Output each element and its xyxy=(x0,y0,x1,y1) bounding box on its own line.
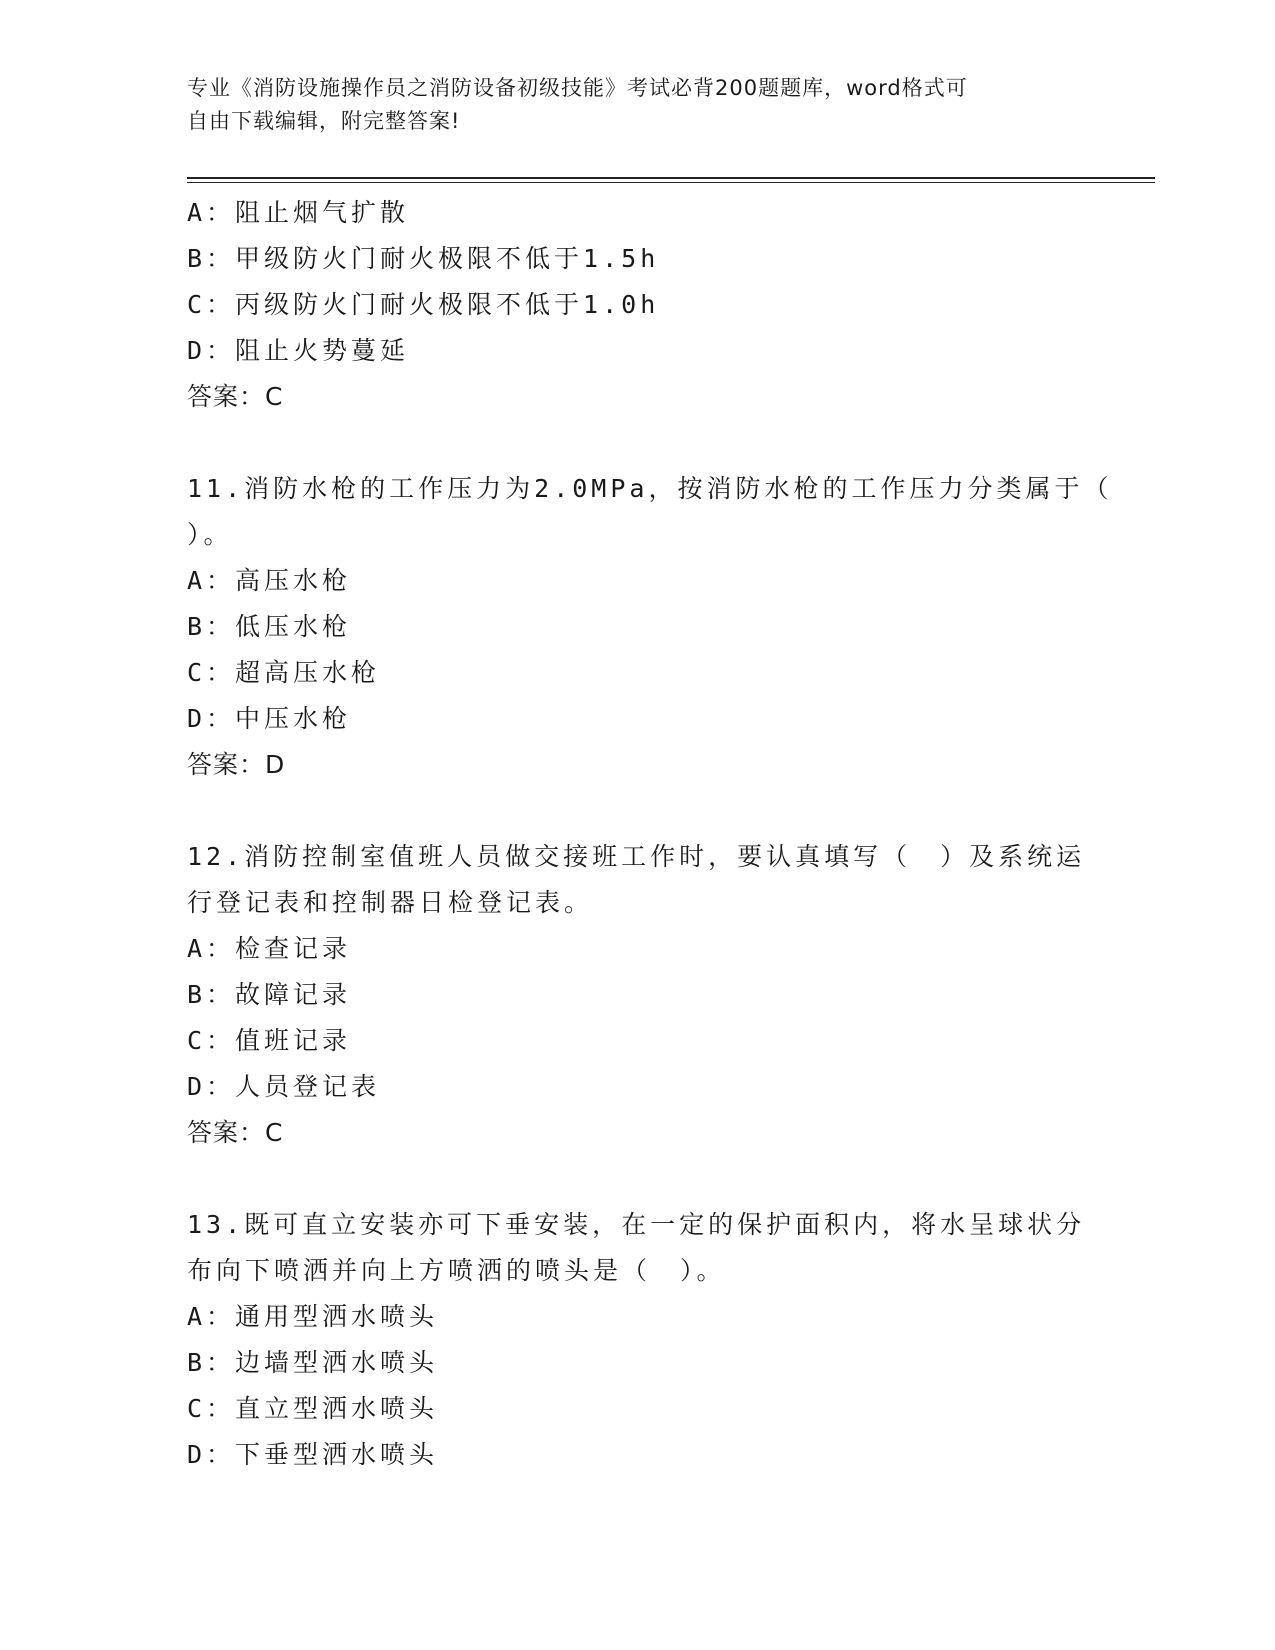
header-title-line-2: 自由下载编辑，附完整答案! xyxy=(187,109,461,133)
option-b: B：低压水枪 xyxy=(187,612,352,641)
answer-line: 答案：C xyxy=(187,1118,284,1147)
option-c: C：直立型洒水喷头 xyxy=(187,1394,439,1423)
option-d: D：中压水枪 xyxy=(187,704,352,733)
option-a: A：通用型洒水喷头 xyxy=(187,1302,439,1331)
question-11 xyxy=(187,466,1113,788)
header-rule-thin xyxy=(187,182,1155,183)
option-c: C：值班记录 xyxy=(187,1026,352,1055)
option-b: B：故障记录 xyxy=(187,980,352,1009)
question-stem-line-1: 13.既可直立安装亦可下垂安装，在一定的保护面积内，将水呈球状分 xyxy=(187,1210,1086,1239)
answer-line: 答案：C xyxy=(187,382,284,411)
option-d: D：下垂型洒水喷头 xyxy=(187,1440,439,1469)
option-c: C：超高压水枪 xyxy=(187,658,381,687)
question-10 xyxy=(187,190,1087,420)
question-13 xyxy=(187,1202,1087,1478)
option-b: B：边墙型洒水喷头 xyxy=(187,1348,439,1377)
question-stem-line-2: 布向下喷洒并向上方喷洒的喷头是（ ）。 xyxy=(187,1256,726,1285)
question-12 xyxy=(187,834,1087,1156)
option-d: D：阻止火势蔓延 xyxy=(187,336,410,365)
question-list xyxy=(187,190,1113,1478)
document-header xyxy=(187,72,1067,138)
option-c: C：丙级防火门耐火极限不低于1.0h xyxy=(187,290,660,319)
question-stem-line-1: 12.消防控制室值班人员做交接班工作时，要认真填写（ ）及系统运 xyxy=(187,842,1086,871)
option-d: D：人员登记表 xyxy=(187,1072,381,1101)
option-b: B：甲级防火门耐火极限不低于1.5h xyxy=(187,244,660,273)
header-rule-thick xyxy=(187,177,1155,179)
question-stem-line-2: 行登记表和控制器日检登记表。 xyxy=(187,888,594,917)
header-title-line-1: 专业《消防设施操作员之消防设备初级技能》考试必背200题题库，word格式可 xyxy=(187,76,968,100)
question-stem-line-2: ）。 xyxy=(187,520,233,549)
answer-line: 答案：D xyxy=(187,750,286,779)
option-a: A：检查记录 xyxy=(187,934,352,963)
question-stem-line-1: 11.消防水枪的工作压力为2.0MPa，按消防水枪的工作压力分类属于（ xyxy=(187,474,1113,503)
option-a: A：高压水枪 xyxy=(187,566,352,595)
option-a: A：阻止烟气扩散 xyxy=(187,198,410,227)
